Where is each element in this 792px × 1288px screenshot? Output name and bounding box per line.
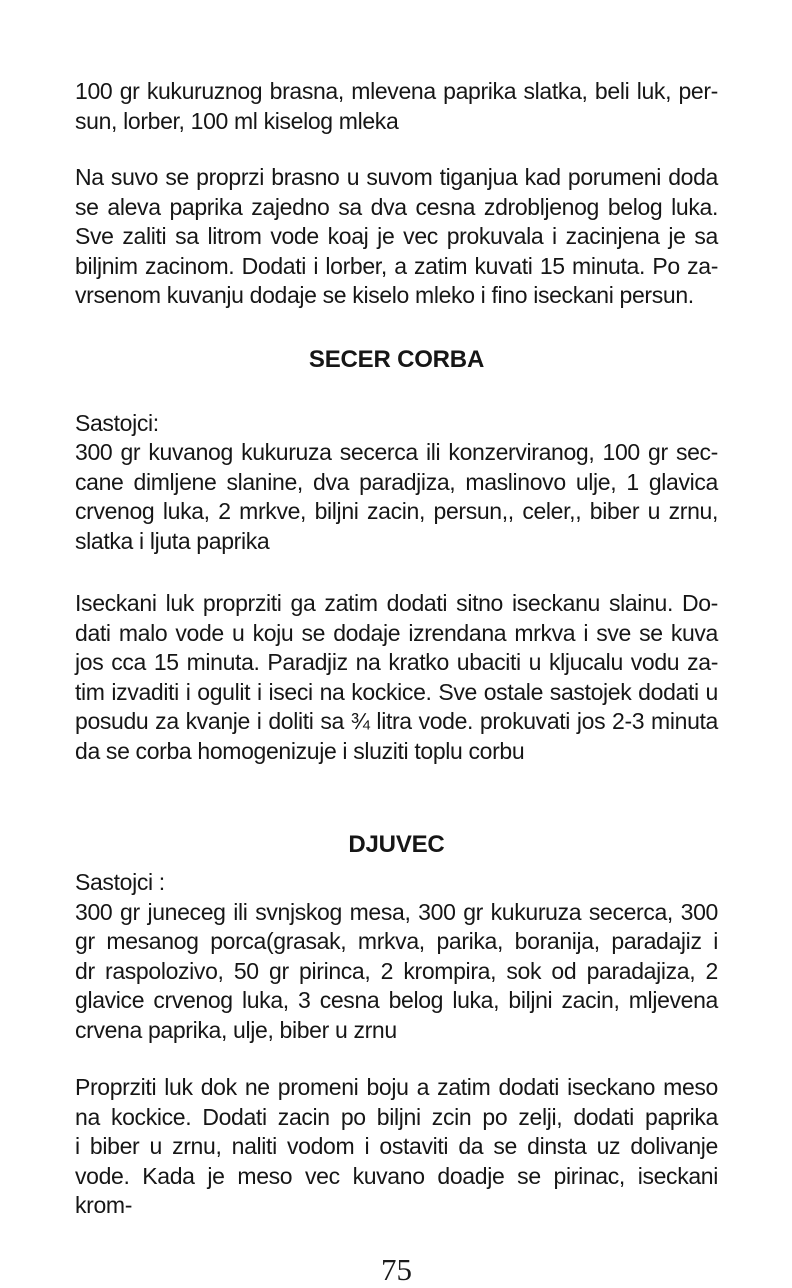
text-line: Na suvo se proprzi brasno u suvom tiganjua kad porumeni doda: [75, 164, 718, 190]
text-line: jos cca 15 minuta. Paradjiz na kratko ubaciti u kljucalu vodu za-: [75, 649, 718, 675]
text-line: posudu za kvanje i doliti sa ¾ litra vode. prokuvati jos 2-3 minuta: [75, 708, 718, 734]
text-line: na kockice. Dodati zacin po biljni zcin po zelji, dodati paprika: [75, 1103, 718, 1130]
text-line: 300 gr juneceg ili svnjskog mesa, 300 gr kukuruza secerca, 300: [75, 898, 718, 925]
text-line: crvena paprika, ulje, biber u zrnu: [75, 1016, 397, 1043]
ingredients-label: Sastojci :: [75, 869, 165, 895]
text-line: dr raspolozivo, 50 gr pirinca, 2 krompira, sok od paradajiza, 2: [75, 957, 718, 984]
text-line: Sve zaliti sa litrom vode koaj je vec prokuvala i zacinjena je sa: [75, 223, 718, 249]
recipe-method-paragraph: [75, 1073, 718, 1221]
text-line: vrsenom kuvanju dodaje se kiselo mleko i fino iseckani persun.: [75, 282, 694, 308]
text-line: cane dimljene slanine, dva paradjiza, maslinovo ulje, 1 glavica: [75, 468, 718, 495]
page-number: 75: [381, 1251, 412, 1287]
text-line: biljnim zacinom. Dodati i lorber, a zatim kuvati 15 minuta. Po za-: [75, 252, 718, 279]
ingredients-label: Sastojci:: [75, 409, 159, 436]
text-line: Proprziti luk dok ne promeni boju a zatim dodati iseckano meso: [75, 1074, 718, 1100]
recipe-title-djuvec: DJUVEC: [348, 831, 445, 858]
recipe-ingredients-paragraph: [75, 438, 718, 556]
text-line: da se corba homogenizuje i sluziti toplu corbu: [75, 737, 525, 764]
recipe-ingredients-paragraph: [75, 898, 718, 1046]
text-line: glavice crvenog luka, 3 cesna belog luka, biljni zacin, mljevena: [75, 987, 718, 1013]
text-line: se aleva paprika zajedno sa dva cesna zdrobljenog belog luka.: [75, 193, 718, 220]
text-line: gr mesanog porca(grasak, mrkva, parika, boranija, paradajiz i: [75, 928, 718, 954]
text-line: Iseckani luk proprziti ga zatim dodati sitno iseckanu slainu. Do-: [75, 590, 718, 616]
text-line: i biber u zrnu, naliti vodom i ostaviti da se dinsta uz dolivanje: [75, 1133, 718, 1159]
text-column: [75, 0, 718, 1287]
recipe-method-paragraph: [75, 589, 718, 766]
text-line: vode. Kada je meso vec kuvano doadje se pirinac, iseckani krom-: [75, 1162, 718, 1218]
text-line: 300 gr kuvanog kukuruza secerca ili konzerviranog, 100 gr sec-: [75, 439, 718, 465]
text-line: slatka i ljuta paprika: [75, 527, 270, 554]
intro-method-paragraph: [75, 163, 718, 311]
text-line: crvenog luka, 2 mrkve, biljni zacin, persun,, celer,, biber u zrnu,: [75, 498, 718, 524]
recipe-title-secer-corba: SECER CORBA: [308, 345, 485, 373]
text-line: dati malo vode u koju se dodaje izrendana mrkva i sve se kuva: [75, 619, 718, 646]
intro-ingredients-paragraph: [75, 0, 718, 136]
text-line: sun, lorber, 100 ml kiselog mleka: [75, 107, 399, 134]
text-line: 100 gr kukuruznog brasna, mlevena paprika slatka, beli luk, per-: [75, 78, 718, 104]
text-line: tim izvaditi i ogulit i iseci na kockice. Sve ostale sastojek dodati u: [75, 678, 718, 705]
